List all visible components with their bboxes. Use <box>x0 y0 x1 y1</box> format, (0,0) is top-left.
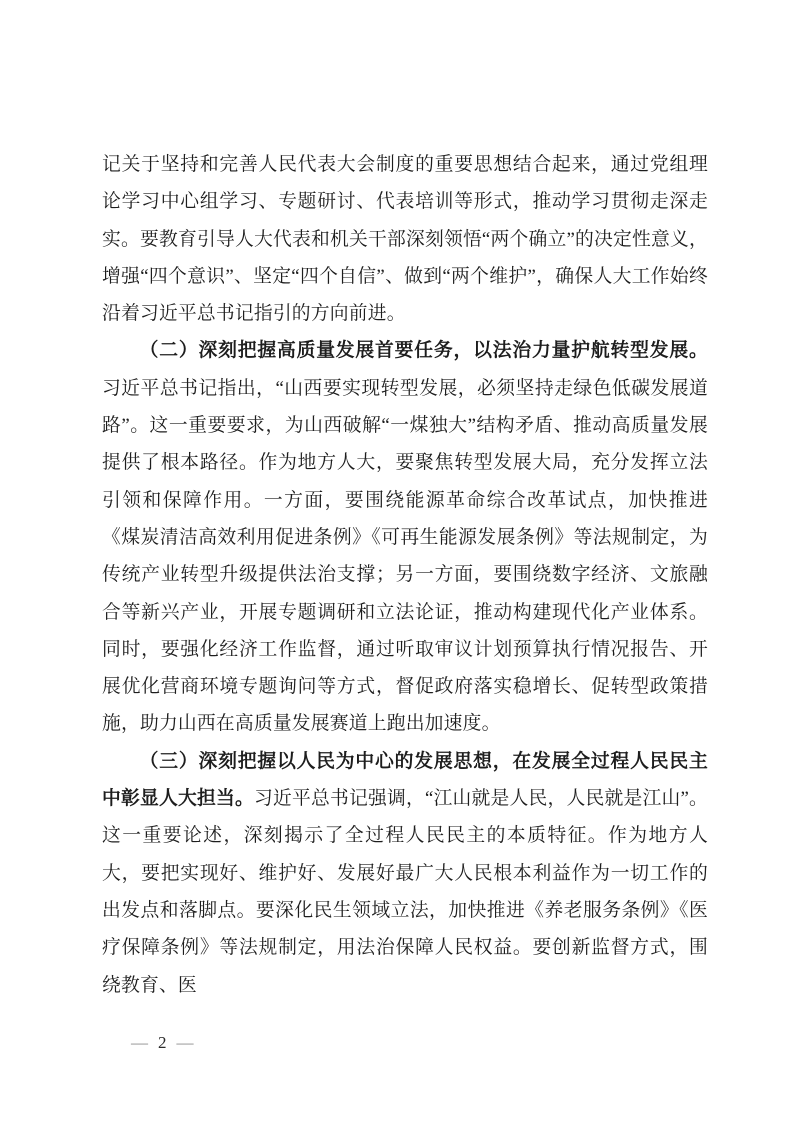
footer-dash-right: — <box>176 1033 194 1052</box>
paragraph-text: 习近平总书记强调，“江山就是人民，人民就是江山”。这一重要论述，深刻揭示了全过程人民民主的本质特征。作为地方人大，要把实现好、维护好、发展好最广大人民根本利益作为一切工作的出发点和落脚点。要深化民生领域立法，加快推进《养老服务条例》《医疗保障条例》等法规制定，用法治保障人民权益。要创新监督方式，围绕教育、医 <box>102 788 708 996</box>
document-body <box>102 146 708 1004</box>
footer-dash-left: — <box>131 1033 148 1052</box>
paragraph-text: 习近平总书记指出，“山西要实现转型发展，必须坚持走绿色低碳发展道路”。这一重要要求，为山西破解“一煤独大”结构矛盾、推动高质量发展提供了根本路径。作为地方人大，要聚焦转型发展大局，充分发挥立法引领和保障作用。一方面，要围绕能源革命综合改革试点，加快推进《煤炭清洁高效利用促进条例》《可再生能源发展条例》等法规制定，为传统产业转型升级提供法治支撑；另一方面，要围绕数字经济、文旅融合等新兴产业，开展专题调研和立法论证，推动构建现代化产业体系。同时，要强化经济工作监督，通过听取审议计划预算执行情况报告、开展优化营商环境专题询问等方式，督促政府落实稳增长、促转型政策措施，助力山西在高质量发展赛道上跑出加速度。 <box>102 377 708 735</box>
paragraph <box>102 332 708 742</box>
section-heading: （二）深刻把握高质量发展首要任务，以法治力量护航转型发展。 <box>139 340 708 362</box>
paragraph <box>102 743 708 1004</box>
paragraph-text: 记关于坚持和完善人民代表大会制度的重要思想结合起来，通过党组理论学习中心组学习、专题研讨、代表培训等形式，推动学习贯彻走深走实。要教育引导人大代表和机关干部深刻领悟“两个确立”的决定性意义，增强“四个意识”、坚定“四个自信”、做到“两个维护”，确保人大工作始终沿着习近平总书记指引的方向前进。 <box>102 154 708 325</box>
paragraph <box>102 146 708 332</box>
page-footer <box>131 1031 194 1055</box>
page-number: 2 <box>158 1033 167 1052</box>
section-heading: （三）深刻把握以人民为中心的发展思想，在发展全过程人民民主中彰显人大担当。 <box>102 750 708 810</box>
